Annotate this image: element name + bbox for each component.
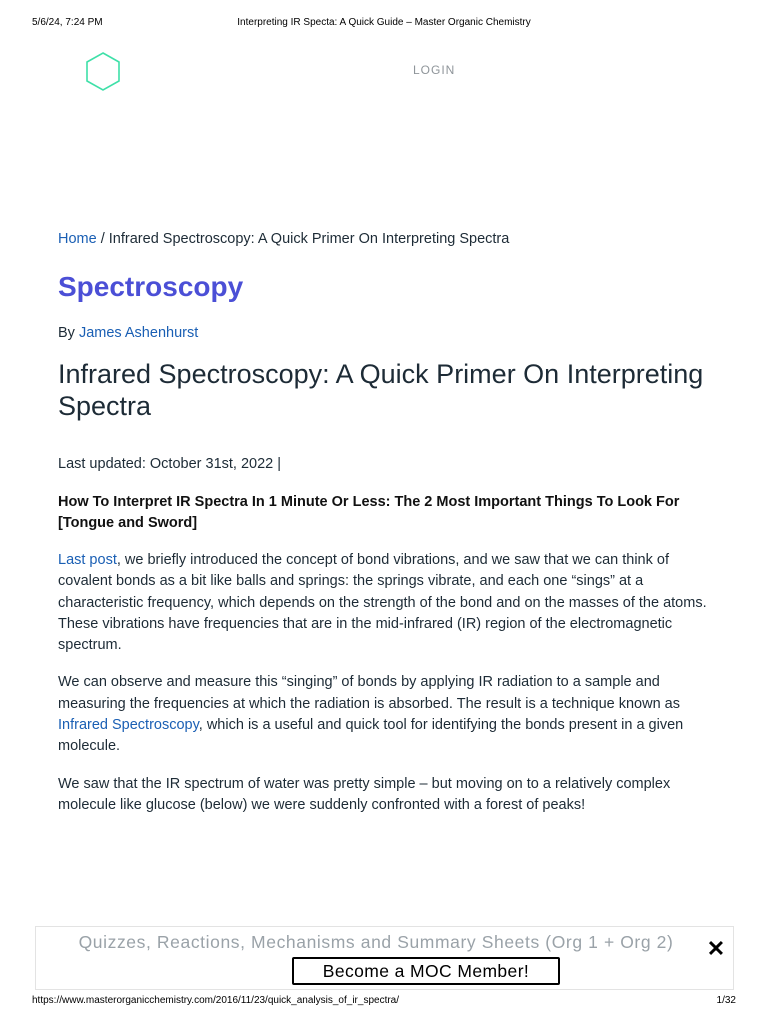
breadcrumb-separator: / [96,231,109,247]
print-datetime: 5/6/24, 7:24 PM [32,17,103,28]
promo-text: Quizzes, Reactions, Mechanisms and Summary Sheets (Org 1 + Org 2) [78,932,674,952]
breadcrumb-home-link[interactable]: Home [58,231,97,247]
login-link[interactable]: LOGIN [413,63,456,77]
paragraph-2 [58,672,718,757]
article-subheading: How To Interpret IR Spectra In 1 Minute Or Less: The 2 Most Important Things To Look For [Tongue and Sword] [58,494,680,531]
print-page-title: Interpreting IR Specta: A Quick Guide – Master Organic Chemistry [237,17,531,28]
category-title[interactable]: Spectroscopy [58,271,244,302]
byline [58,324,718,342]
print-header [32,17,736,31]
paragraph-1 [58,550,718,656]
article-title: Infrared Spectroscopy: A Quick Primer On Interpreting Spectra [58,359,704,421]
page-count: 1/32 [716,995,736,1006]
infrared-spectroscopy-link[interactable]: Infrared Spectroscopy [58,717,199,734]
paragraph-2-text-after: , which is a useful and quick tool for identifying the bonds present in a given molecule. [58,717,684,755]
article [58,230,718,816]
breadcrumb [58,230,718,248]
author-link[interactable]: James Ashenhurst [78,325,199,341]
last-updated: Last updated: October 31st, 2022 | [58,456,282,472]
last-post-link[interactable]: Last post [58,552,117,568]
membership-promo-banner [35,926,734,990]
paragraph-2-text-before: We can observe and measure this “singing” of bonds by applying IR radiation to a sample and measuring the frequencies at which the radiation is absorbed. The result is a technique known as [58,674,680,712]
become-member-button[interactable]: Become a MOC Member! [292,957,560,985]
breadcrumb-current: Infrared Spectroscopy: A Quick Primer On Interpreting Spectra [108,231,510,247]
print-url: https://www.masterorganicchemistry.com/2016/11/23/quick_analysis_of_ir_spectra/ [32,995,400,1006]
paragraph-1-text: , we briefly introduced the concept of bond vibrations, and we saw that we can think of covalent bonds as a bit like balls and springs: the springs vibrate, and each one “sings” at a characteristic frequency, which depends on the strength of the bond and on the masses of the atoms. These vibrations have frequencies that are in the mid-infrared (IR) region of the electromagnetic spectrum. [58,552,707,654]
paragraph-3: We saw that the IR spectrum of water was pretty simple – but moving on to a relatively complex molecule like glucose (below) we were suddenly confronted with a forest of peaks! [58,775,671,813]
print-footer [32,995,736,1009]
close-icon[interactable]: ✕ [706,936,726,961]
hexagon-icon[interactable] [84,51,122,93]
byline-prefix: By [58,325,79,341]
